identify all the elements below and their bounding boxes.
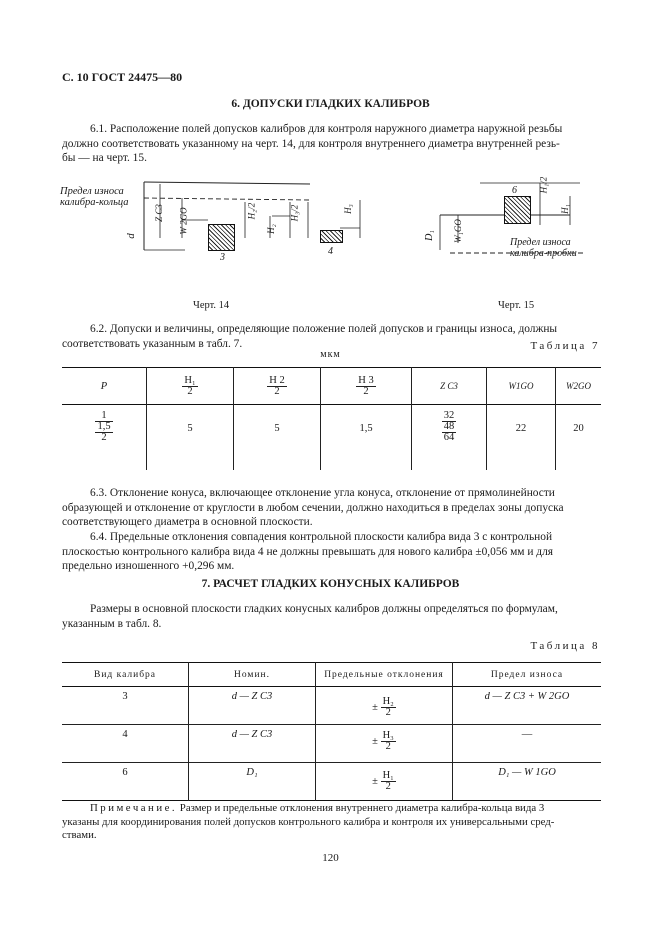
fig15-h1-label: H₁ — [559, 204, 570, 214]
p63-line1: 6.3. Отклонение конуса, включающее отклонение угла конуса, отклонение от прямолинейности — [90, 487, 555, 499]
table-7-title: Таблица 7 — [530, 340, 600, 352]
t8-r3-dev-den: 2 — [385, 781, 391, 792]
t7-h3-den: 2 — [363, 385, 369, 397]
note-text-1: Размер и предельные отклонения внутреннего диаметра калибра-кольца вида 3 — [177, 802, 545, 814]
figure-14-caption: Черт. 14 — [193, 300, 230, 311]
t7-cell-zc — [412, 405, 487, 470]
fig15-limit-line1: Предел износа — [510, 237, 571, 248]
p7-line1: Размеры в основной плоскости гладких конусных калибров должны определяться по формулам, — [90, 603, 558, 615]
fig14-h2-label: H₂ — [265, 224, 276, 234]
t7-cell-h2: 5 — [234, 405, 321, 470]
figure-15 — [420, 178, 600, 268]
note-line2: указаны для координирования полей допусков контрольного калибра и контроля их универсальными сред- — [62, 815, 555, 828]
fig14-zc3-label: Z C3 — [153, 204, 164, 222]
t7-z3: 64 — [443, 432, 455, 443]
fig14-num-4: 4 — [328, 246, 333, 257]
table-8-title: Таблица 8 — [530, 640, 600, 652]
t7-h1-num: H₁ — [184, 374, 196, 386]
fig15-num-6: 6 — [512, 185, 517, 196]
page-number: 120 — [322, 852, 339, 864]
t8-r1-dev: ± $\frac{\text{H₂}}{2}$ — [316, 687, 453, 725]
t8-row-6 — [62, 763, 601, 801]
fig15-d1-label: D₁ — [423, 230, 435, 241]
t7-p1: 1 — [95, 411, 112, 422]
fig14-limit-line2: калибра-кольца — [60, 197, 129, 208]
t7-h3-num: H 3 — [358, 374, 374, 386]
t8-r3-dev-num: H₁ — [382, 770, 394, 781]
fig15-gauge-6-field — [504, 196, 531, 224]
section-7-title: 7. РАСЧЕТ ГЛАДКИХ КОНУСНЫХ КАЛИБРОВ — [201, 578, 460, 590]
note-line1 — [62, 802, 602, 816]
t7-header-p: P — [100, 380, 108, 392]
fig14-limit-label — [60, 186, 129, 208]
section-6-title: 6. ДОПУСКИ ГЛАДКИХ КАЛИБРОВ — [231, 98, 430, 110]
t7-h1-den: 2 — [187, 385, 193, 397]
fig14-w2go-label: W 2GO — [178, 207, 189, 235]
t7-header-h2 — [234, 368, 321, 405]
fig15-w1go-label: W₁GO — [452, 219, 463, 243]
t7-p2: 1,5 — [97, 421, 111, 432]
p62-line1: 6.2. Допуски и величины, определяющие положение полей допусков и границы износа, должны — [90, 323, 558, 335]
paragraph-6-1 — [62, 122, 602, 166]
t7-header-w1go: W1GO — [487, 368, 556, 405]
t7-cell-h1: 5 — [147, 405, 234, 470]
fig15-h1half-label: H₁/2 — [538, 176, 549, 194]
t8-r2-dev-num: H₃ — [382, 730, 394, 741]
fig15-limit-label — [510, 237, 577, 259]
paragraph-7-intro — [62, 602, 602, 631]
fig14-h2half-label: H₂/2 — [246, 202, 257, 220]
p61-line2: должно соответствовать указанному на черт. 14, для контроля внутреннего диаметра внутренней резь- — [62, 137, 560, 150]
t8-r2-dev: ± $\frac{\text{H₃}}{2}$ — [316, 725, 453, 763]
p63-line3: соответствующего диаметра в основной плоскости. — [62, 516, 313, 528]
note-label: Примечание. — [90, 802, 178, 814]
p7-line2: указанным в табл. 8. — [62, 617, 162, 630]
t7-cell-w2go: 20 — [556, 405, 602, 470]
t8-row-3 — [62, 687, 601, 725]
t8-r3-nom: D₁ — [189, 763, 316, 801]
p63-line2: образующей и отклонение от круглости в любом сечении, должно находиться в пределах зоны допуска — [62, 501, 564, 514]
paragraph-6-4 — [62, 530, 602, 574]
t7-h2-den: 2 — [274, 385, 280, 397]
table-8 — [62, 662, 601, 801]
t7-header-zc: Z C3 — [412, 368, 487, 405]
fig14-h3-label: H₃ — [342, 204, 353, 214]
t7-cell-p — [62, 405, 147, 470]
figure-14 — [60, 178, 390, 278]
fig14-d-label: d — [124, 233, 137, 239]
t8-header-wear: Предел износа — [453, 663, 602, 687]
t7-header-h1 — [147, 368, 234, 405]
table-7 — [62, 367, 601, 470]
t7-header-h3 — [321, 368, 412, 405]
t7-header-w2go: W2GO — [556, 368, 602, 405]
page-header: С. 10 ГОСТ 24475—80 — [62, 70, 183, 84]
t7-h2-num: H 2 — [269, 374, 285, 386]
p61-line1: 6.1. Расположение полей допусков калибров для контроля наружного диаметра наружной резьбы — [90, 123, 563, 135]
t8-r2-wear: — — [453, 725, 602, 763]
p64-line3: предельно изношенного +0,296 мм. — [62, 560, 235, 572]
t7-z2: 48 — [443, 421, 455, 432]
t8-header-dev: Предельные отклонения — [316, 663, 453, 687]
table-7-unit: мкм — [320, 349, 341, 360]
p64-line2: плоскостью контрольного калибра вида 4 не должны превышать для нового калибра ±0,056 мм и для — [62, 545, 553, 558]
t8-header-kind: Вид калибра — [93, 669, 157, 680]
paragraph-6-3 — [62, 486, 602, 530]
t8-header-nom: Номин. — [189, 663, 316, 687]
t8-r1-nom: d — Z C3 — [189, 687, 316, 725]
t8-r1-wear: d — Z C3 + W 2GO — [453, 687, 602, 725]
fig14-limit-line1: Предел износа — [60, 186, 124, 197]
t8-r1-dev-num: H₂ — [382, 696, 394, 707]
t7-cell-h3: 1,5 — [321, 405, 412, 470]
t8-r3-wear: D₁ — W 1GO — [453, 763, 602, 801]
p61-line3: бы — на черт. 15. — [62, 152, 147, 164]
fig15-limit-line2: калибра-пробки — [510, 248, 577, 259]
fig14-h3half-label: H₃/2 — [289, 204, 300, 222]
fig14-gauge-4-field — [320, 230, 343, 243]
t8-row-4 — [62, 725, 601, 763]
t8-r3-dev: ± $\frac{\text{H₁}}{2}$ — [316, 763, 453, 801]
fig14-gauge-3-field — [208, 224, 235, 251]
t8-r1-dev-den: 2 — [385, 707, 391, 718]
t7-z1: 32 — [443, 410, 455, 421]
t7-p3: 2 — [101, 432, 107, 443]
t7-cell-w1go: 22 — [487, 405, 556, 470]
t8-r2-nom: d — Z C3 — [189, 725, 316, 763]
note — [62, 802, 602, 843]
fig14-num-3: 3 — [220, 252, 225, 263]
t8-r3-kind: 6 — [122, 767, 128, 778]
t8-r1-kind: 3 — [122, 691, 128, 702]
note-line3: ствами. — [62, 829, 97, 841]
t8-r2-kind: 4 — [122, 729, 128, 740]
figure-15-caption: Черт. 15 — [498, 300, 535, 311]
p64-line1: 6.4. Предельные отклонения совпадения контрольной плоскости калибра вида 3 с контрольной — [90, 531, 553, 543]
p62-line2: соответствовать указанным в табл. 7. — [62, 337, 243, 350]
t8-r2-dev-den: 2 — [385, 741, 391, 752]
